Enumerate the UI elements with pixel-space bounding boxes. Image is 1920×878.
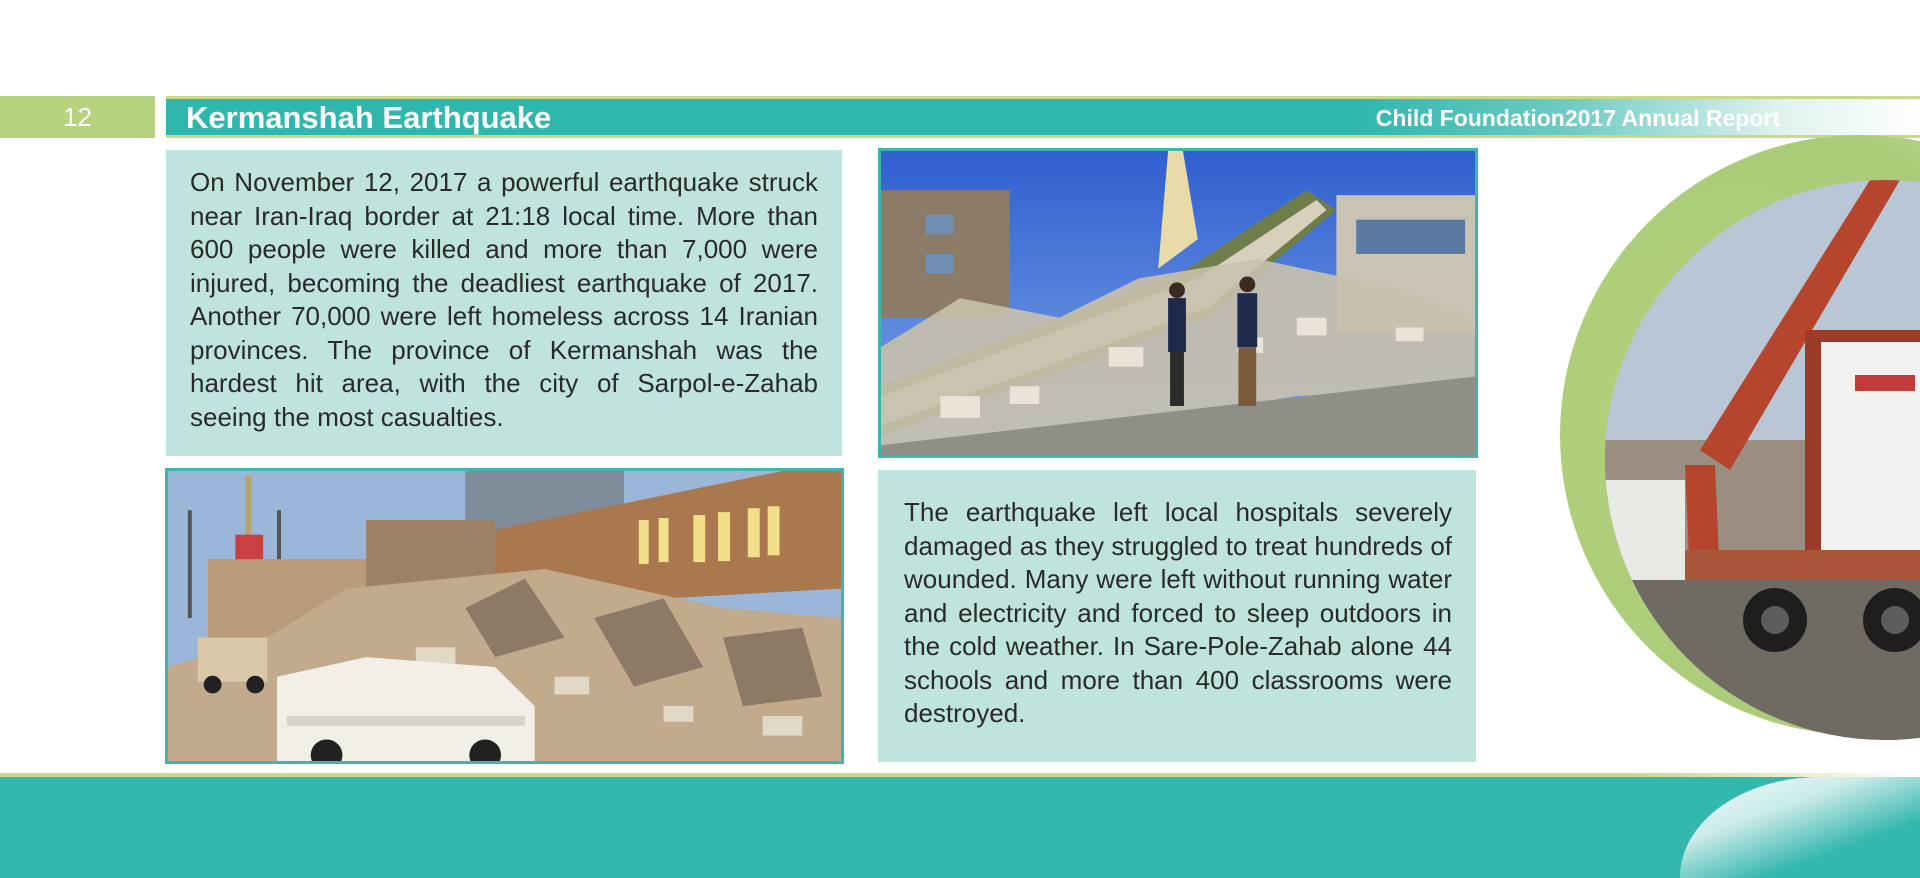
page-title: Kermanshah Earthquake xyxy=(186,100,552,135)
impact-paragraph: The earthquake left local hospitals severely damaged as they struggled to treat hundreds of wounded. Many were left without running water and electricity and forced to sleep outdoors in the cold weather. In Sare-Pole-Zahab alone 44 schools and more than 400 classrooms were destroyed. xyxy=(904,497,1452,728)
rubble-street-photo xyxy=(165,468,844,764)
intro-paragraph: On November 12, 2017 a powerful earthquake struck near Iran-Iraq border at 21:18 local time. More than 600 people were killed and more than 7,000 were injured, becoming the deadliest earthquake of 2017. Another 70,000 were left homeless across 14 Iranian provinces. The province of Kermanshah was the hardest hit area, with the city of Sarpol-e-Zahab seeing the most casualties. xyxy=(190,167,818,432)
page-number: 12 xyxy=(63,102,92,132)
collapsed-building-photo xyxy=(878,148,1478,458)
impact-text-panel xyxy=(878,470,1476,762)
intro-text-panel xyxy=(166,150,842,456)
report-title: Child Foundation2017 Annual Report xyxy=(1375,105,1780,131)
footer-bar xyxy=(0,777,1920,878)
